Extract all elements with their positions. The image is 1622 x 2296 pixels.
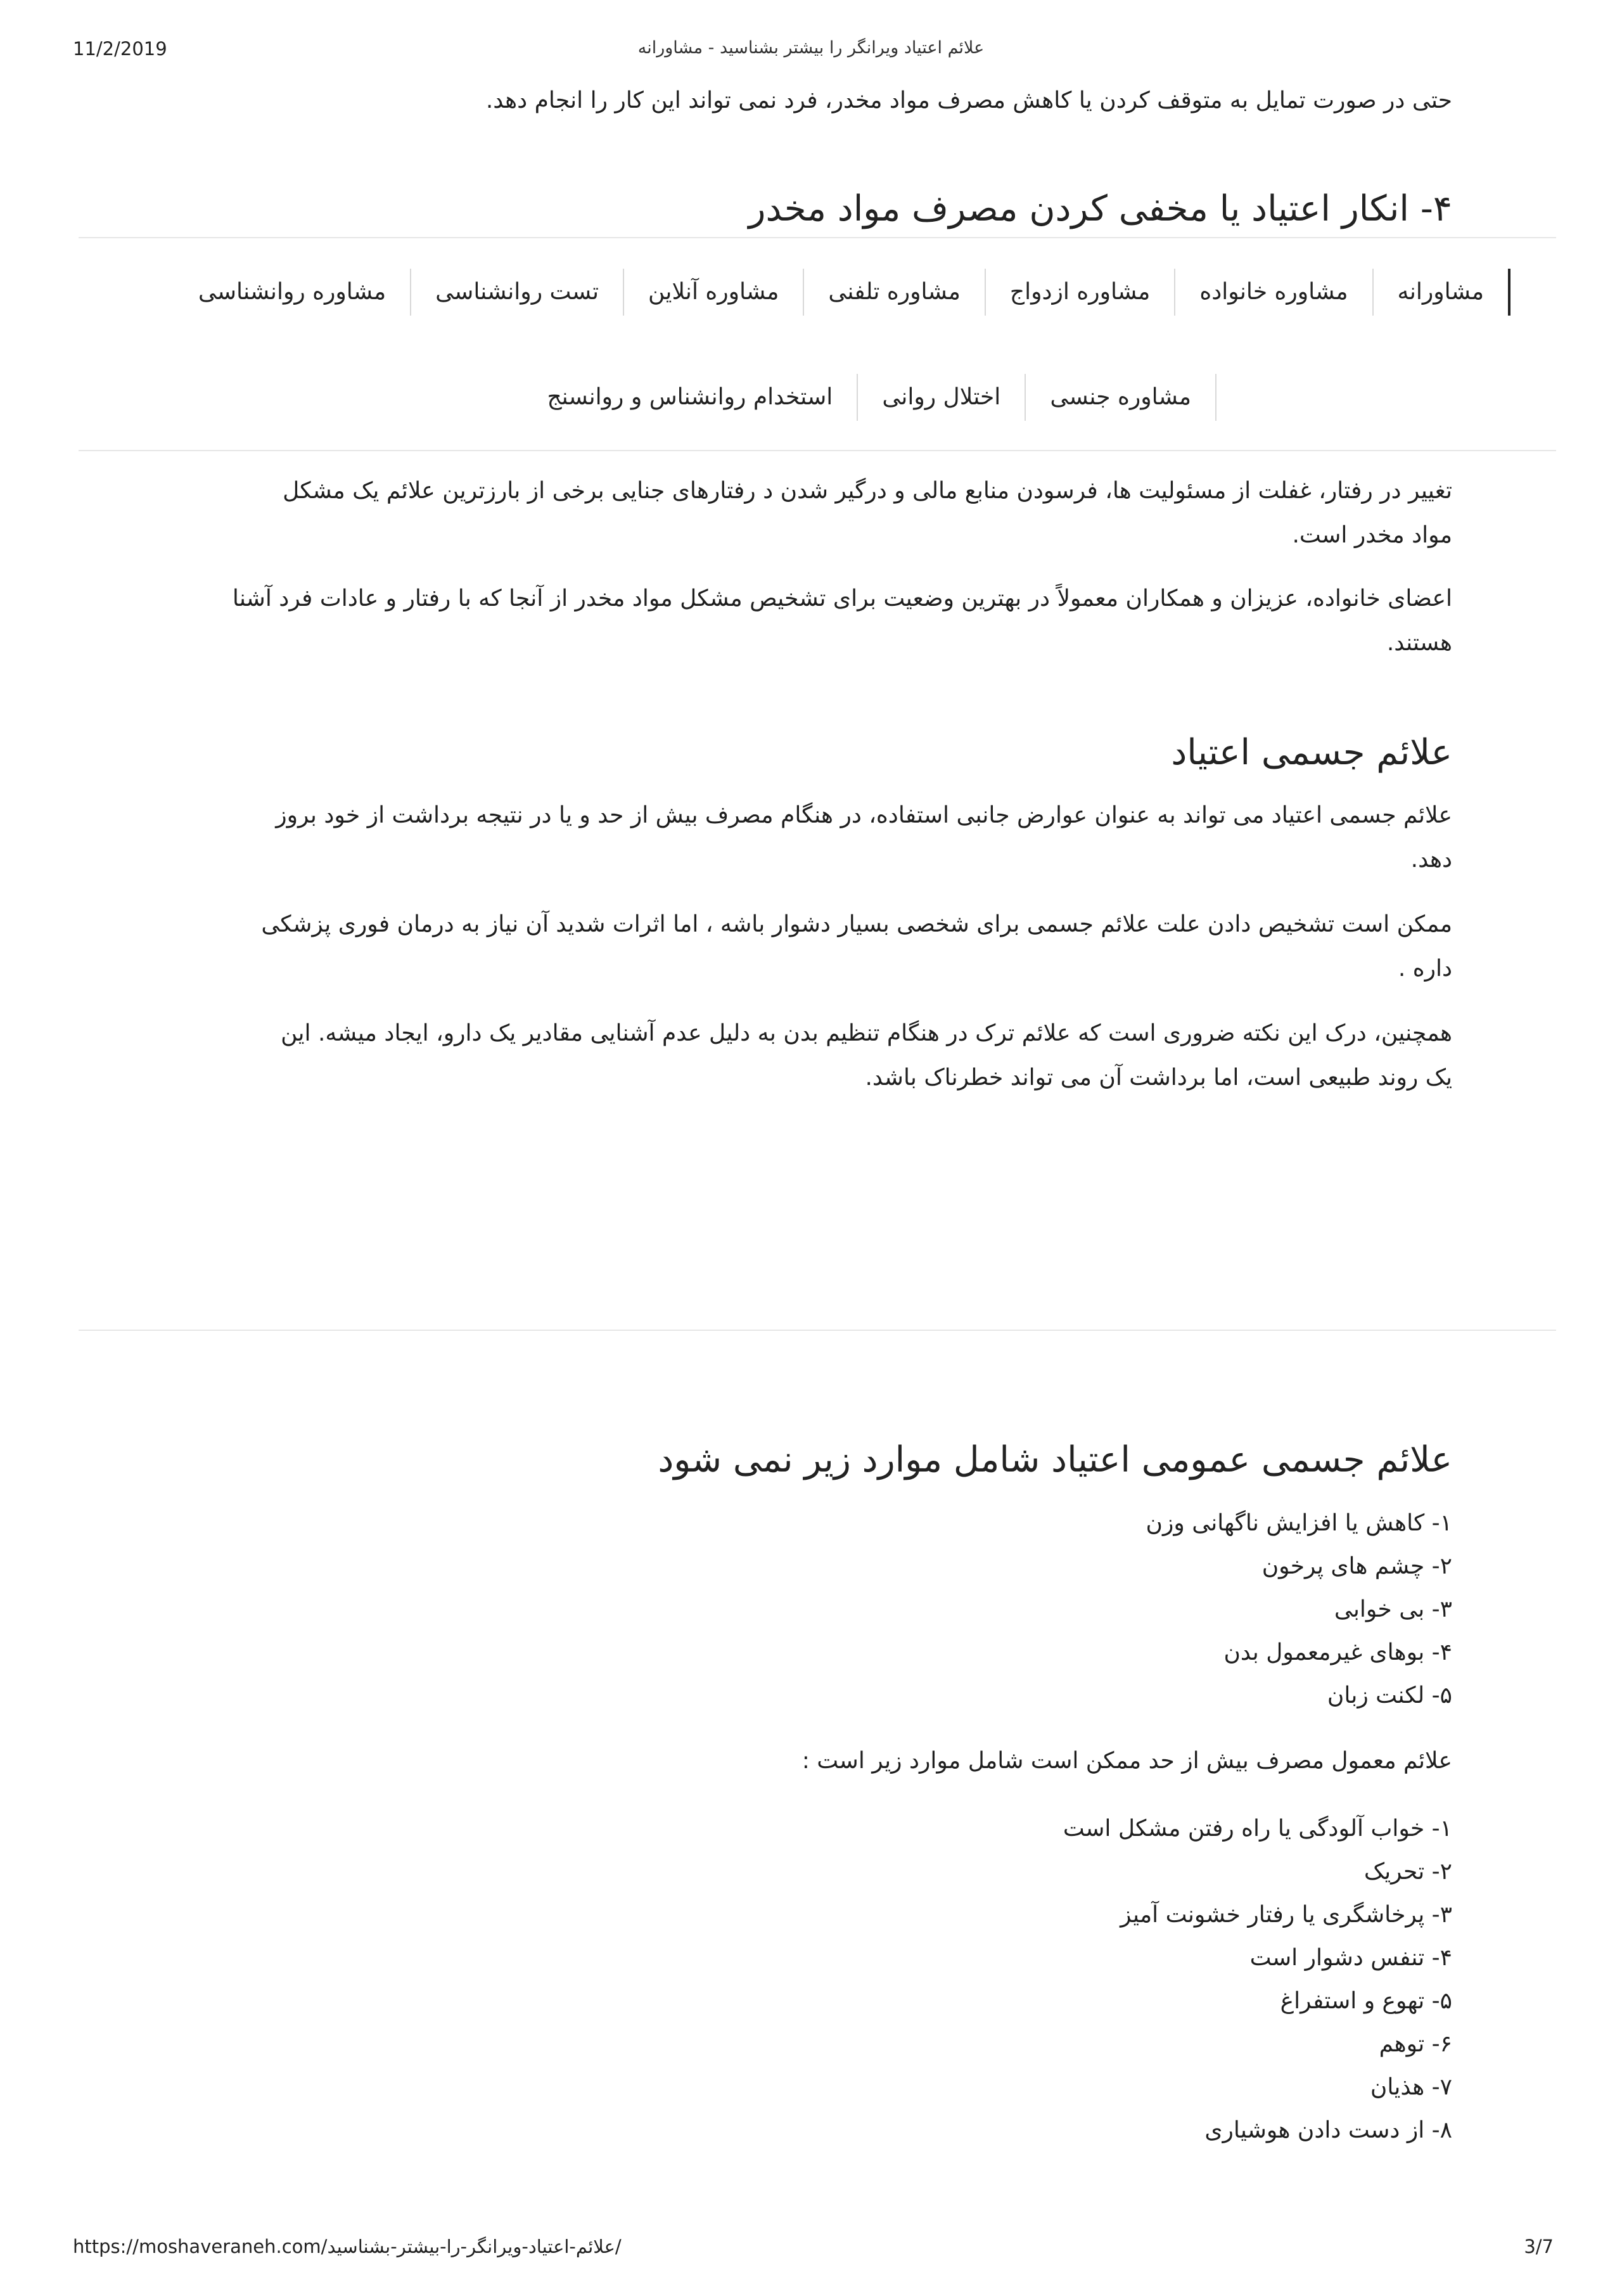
overdose-symptoms-list bbox=[565, 1807, 1452, 2152]
list-item: ۳- بی خوابی bbox=[1334, 1596, 1452, 1622]
list-item: ۲- چشم های پرخون bbox=[1261, 1553, 1452, 1579]
nav-row-1 bbox=[174, 269, 1510, 316]
nav-item-psych-test[interactable]: تست روانشناسی bbox=[410, 269, 623, 316]
paragraph: علائم جسمی اعتیاد می تواند به عنوان عوارض جانبی استفاده، در هنگام مصرف بیش از حد و یا در نتیجه برداشت از خود بروز دهد. bbox=[276, 802, 1452, 873]
list-item: ۱- خواب آلودگی یا راه رفتن مشکل است bbox=[1063, 1816, 1452, 1842]
print-date: 11/2/2019 bbox=[73, 38, 167, 60]
nav-item-sexual[interactable]: مشاوره جنسی bbox=[1025, 374, 1216, 421]
nav-menu bbox=[174, 269, 1510, 316]
list-item: ۸- از دست دادن هوشیاری bbox=[1204, 2117, 1452, 2143]
nav-menu-row-2-wrap bbox=[523, 374, 1216, 421]
list-item: ۳- پرخاشگری یا رفتار خشونت آمیز bbox=[1120, 1902, 1452, 1928]
divider bbox=[79, 1330, 1556, 1331]
nav-item-marriage[interactable]: مشاوره ازدواج bbox=[985, 269, 1174, 316]
nav-item-moshaveraneh[interactable]: مشاورانه bbox=[1372, 269, 1510, 316]
paragraph: ممکن است تشخیص دادن علت علائم جسمی برای شخصی بسیار دشوار باشه ، اما اثرات شدید آن نیاز به درمان فوری پزشکی داره . bbox=[261, 911, 1452, 982]
general-symptoms-list bbox=[565, 1502, 1452, 1717]
physical-heading: علائم جسمی اعتیاد bbox=[1171, 732, 1452, 773]
section4-heading: ۴- انکار اعتیاد یا مخفی کردن مصرف مواد مخدر bbox=[748, 188, 1452, 229]
print-title: علائم اعتیاد ویرانگر را بیشتر بشناسید - مشاورانه bbox=[637, 38, 985, 58]
list-item: ۵- لکنت زبان bbox=[1327, 1683, 1452, 1709]
print-url: https://moshaveraneh.com/علائم-اعتیاد-ویرانگر-را-بیشتر-بشناسید/ bbox=[73, 2236, 622, 2257]
nav-item-phone[interactable]: مشاوره تلفنی bbox=[803, 269, 984, 316]
nav-item-disorder[interactable]: اختلال روانی bbox=[857, 374, 1025, 421]
overdose-intro: علائم معمول مصرف بیش از حد ممکن است شامل موارد زیر است : bbox=[801, 1748, 1452, 1774]
list-item: ۴- بوهای غیرمعمول بدن bbox=[1223, 1639, 1452, 1665]
divider bbox=[79, 237, 1556, 238]
nav-item-psychology[interactable]: مشاوره روانشناسی bbox=[198, 279, 386, 305]
paragraph: همچنین، درک این نکته ضروری است که علائم ترک در هنگام تنظیم بدن به دلیل عدم آشنایی مقادیر یک دارو، ایجاد میشه. این یک روند طبیعی است، اما برداشت آن می تواند خطرناک باشد. bbox=[281, 1020, 1452, 1091]
nav-item-online[interactable]: مشاوره آنلاین bbox=[623, 269, 803, 316]
nav-item-family[interactable]: مشاوره خانواده bbox=[1174, 269, 1372, 316]
list-item: ۵- تهوع و استفراغ bbox=[1280, 1988, 1452, 2014]
paragraph: اعضای خانواده، عزیزان و همکاران معمولاً در بهترین وضعیت برای تشخیص مشکل مواد مخدر از آنجا که با رفتار و عادات فرد آشنا هستند. bbox=[232, 586, 1452, 656]
intro-line: حتی در صورت تمایل به متوقف کردن یا کاهش مصرف مواد مخدر، فرد نمی تواند این کار را انجام دهد. bbox=[485, 87, 1452, 113]
paragraph: تغییر در رفتار، غفلت از مسئولیت ها، فرسودن منابع مالی و درگیر شدن د رفتارهای جنایی برخی از بارزترین علائم یک مشکل مواد مخدر است. bbox=[283, 478, 1452, 548]
nav-row-2 bbox=[523, 374, 1216, 421]
divider bbox=[79, 450, 1556, 451]
general-heading: علائم جسمی عمومی اعتیاد شامل موارد زیر نمی شود bbox=[658, 1439, 1452, 1480]
nav-item-hiring[interactable]: استخدام روانشناس و روانسنج bbox=[547, 384, 833, 410]
list-item: ۲- تحریک bbox=[1363, 1859, 1452, 1885]
list-item: ۷- هذیان bbox=[1370, 2074, 1452, 2100]
list-item: ۶- توهم bbox=[1379, 2031, 1452, 2057]
list-item: ۱- کاهش یا افزایش ناگهانی وزن bbox=[1146, 1510, 1452, 1536]
print-page-number: 3/7 bbox=[1524, 2236, 1554, 2257]
list-item: ۴- تنفس دشوار است bbox=[1249, 1945, 1452, 1971]
